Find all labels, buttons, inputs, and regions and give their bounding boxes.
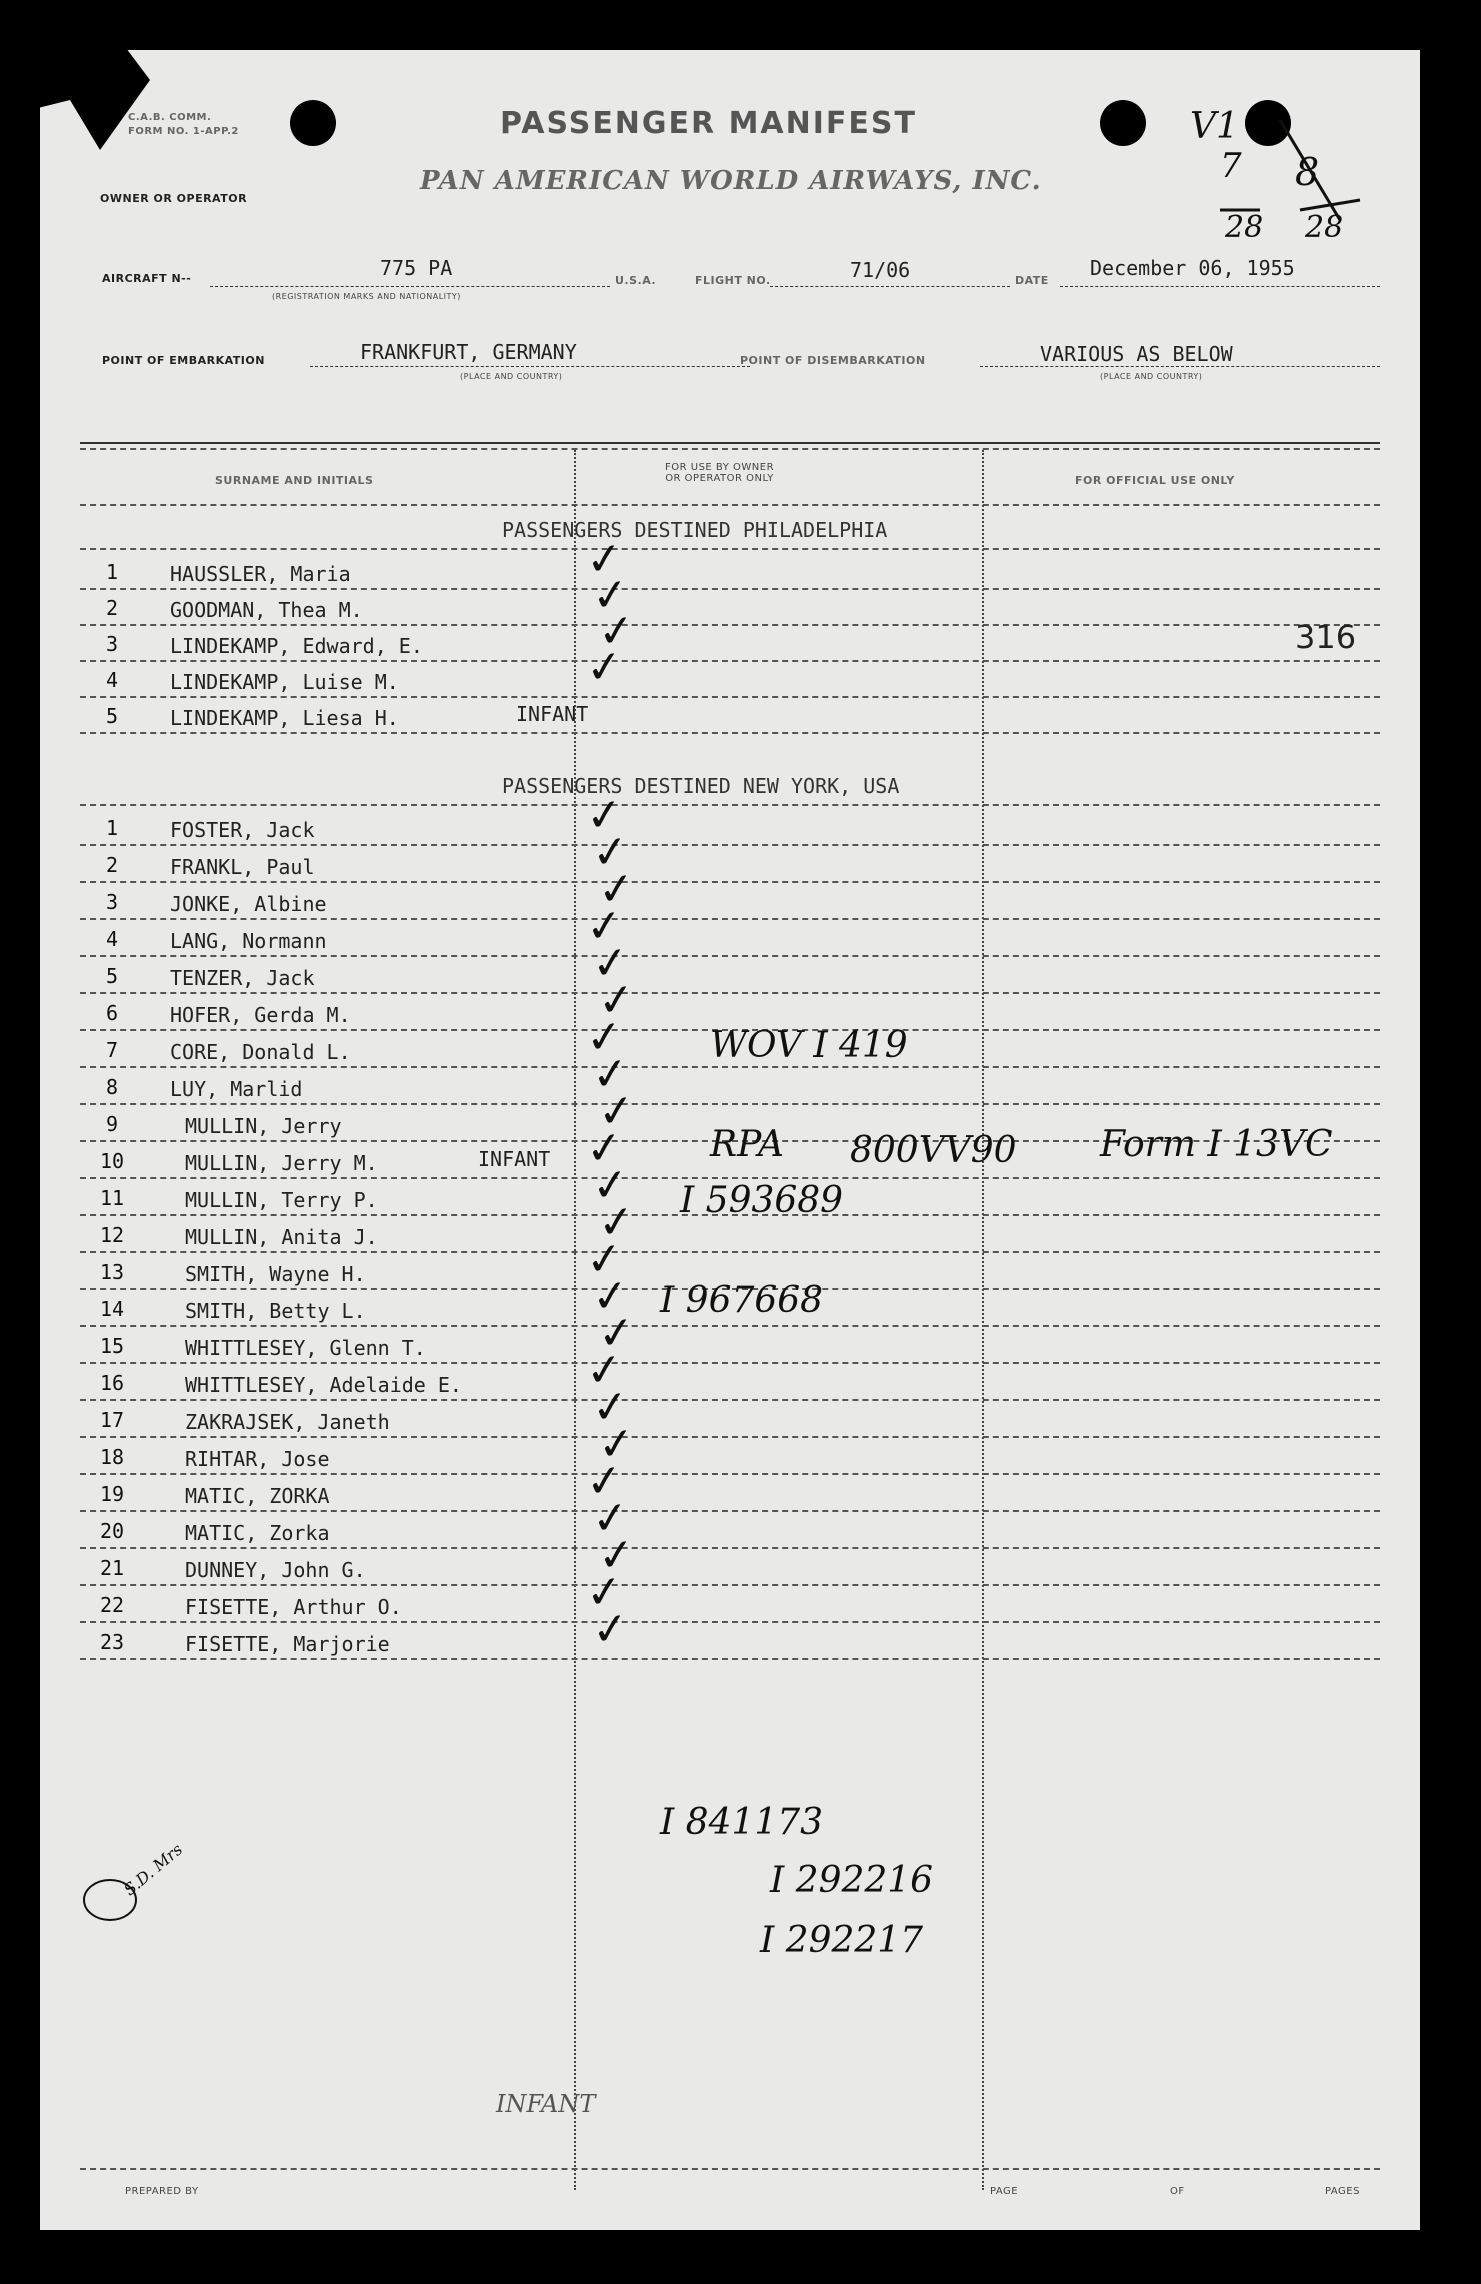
check-mark-icon: ✓ (589, 825, 632, 880)
passenger-name: JONKE, Albine (170, 892, 327, 916)
row-number: 8 (105, 1075, 119, 1099)
row-rule (80, 1547, 1380, 1549)
section-heading: PASSENGERS DESTINED NEW YORK, USA (502, 774, 900, 798)
margin-19-circle (80, 1875, 140, 1925)
row-rule (80, 1584, 1380, 1586)
col-official-header: FOR OFFICIAL USE ONLY (1075, 474, 1235, 487)
check-mark-icon: ✓ (595, 1306, 638, 1361)
check-mark-icon: ✓ (595, 1528, 638, 1583)
passenger-name: HOFER, Gerda M. (170, 1003, 351, 1027)
official-number: 316 (1295, 618, 1357, 656)
row-number: 5 (105, 704, 119, 728)
disembark-underline (980, 366, 1380, 367)
corner-mark-28a: 28 (1225, 210, 1264, 245)
row-rule (80, 1177, 1380, 1179)
row-rule (80, 1436, 1380, 1438)
col-sep-2 (982, 450, 984, 2190)
row-number: 4 (105, 668, 119, 692)
form-code-line2: FORM NO. 1-APP.2 (128, 126, 239, 137)
passenger-name: ZAKRAJSEK, Janeth (185, 1410, 390, 1434)
row-number: 22 (99, 1593, 125, 1617)
row-number: 17 (99, 1408, 125, 1432)
section-rule (80, 804, 1380, 806)
handwritten-note-jonke: WOV I 419 (710, 1025, 908, 1066)
col-surname-header: SURNAME AND INITIALS (215, 474, 374, 487)
passenger-note: INFANT (478, 1147, 551, 1171)
row-number: 2 (105, 596, 119, 620)
embark-sub: (PLACE AND COUNTRY) (460, 372, 563, 381)
passenger-name: WHITTLESEY, Adelaide E. (185, 1373, 462, 1397)
row-number: 23 (99, 1630, 125, 1654)
passenger-name: MULLIN, Jerry M. (185, 1151, 378, 1175)
check-mark-icon: ✓ (589, 1047, 632, 1102)
date-label: DATE (1015, 274, 1049, 287)
passenger-name: MATIC, ZORKA (185, 1484, 330, 1508)
passenger-name: GOODMAN, Thea M. (170, 598, 363, 622)
passenger-name: CORE, Donald L. (170, 1040, 351, 1064)
row-number: 14 (99, 1297, 125, 1321)
flight-label: FLIGHT NO. (695, 274, 771, 287)
check-mark-icon: ✓ (583, 1343, 626, 1398)
check-mark-icon: ✓ (589, 1380, 632, 1435)
flight-value: 71/06 (850, 258, 911, 282)
row-rule (80, 1399, 1380, 1401)
corner-mark-7: 7 (1220, 146, 1242, 186)
row-rule (80, 881, 1380, 883)
handwritten-note-hofer: I 593689 (680, 1180, 844, 1221)
row-rule (80, 1066, 1380, 1068)
footer-page: PAGE (990, 2186, 1019, 2197)
passenger-name: RIHTAR, Jose (185, 1447, 330, 1471)
check-mark-icon: ✓ (583, 532, 626, 587)
check-mark-icon: ✓ (595, 862, 638, 917)
passenger-note: INFANT (516, 702, 589, 726)
handwritten-note-fisette-infant: INFANT (496, 2090, 596, 2118)
row-rule (80, 1510, 1380, 1512)
company-name: PAN AMERICAN WORLD AIRWAYS, INC. (420, 166, 1042, 196)
date-underline (1060, 286, 1380, 287)
row-number: 5 (105, 964, 119, 988)
check-mark-icon: ✓ (589, 1491, 632, 1546)
row-number: 2 (105, 853, 119, 877)
row-rule (80, 588, 1380, 590)
row-number: 13 (99, 1260, 125, 1284)
check-mark-icon: ✓ (583, 1232, 626, 1287)
row-rule (80, 1658, 1380, 1660)
row-number: 1 (105, 816, 119, 840)
row-number: 11 (99, 1186, 125, 1210)
table-top-rule (80, 442, 1380, 444)
row-rule (80, 660, 1380, 662)
check-mark-icon: ✓ (583, 1565, 626, 1620)
check-mark-icon: ✓ (595, 973, 638, 1028)
check-mark-icon: ✓ (583, 1121, 626, 1176)
row-rule (80, 844, 1380, 846)
footer-of: OF (1170, 2186, 1185, 2197)
row-number: 19 (99, 1482, 125, 1506)
handwritten-note-rihtar: I 841173 (660, 1802, 824, 1843)
form-code-line1: C.A.B. COMM. (128, 112, 212, 123)
handwritten-note-matic2: I 292217 (760, 1920, 924, 1961)
row-rule (80, 1473, 1380, 1475)
row-number: 20 (99, 1519, 125, 1543)
passenger-name: WHITTLESEY, Glenn T. (185, 1336, 426, 1360)
disembark-sub: (PLACE AND COUNTRY) (1100, 372, 1203, 381)
row-rule (80, 732, 1380, 734)
row-rule (80, 955, 1380, 957)
corner-mark-8: 8 (1295, 150, 1320, 194)
check-mark-icon: ✓ (589, 1269, 632, 1324)
embark-label: POINT OF EMBARKATION (102, 354, 265, 367)
date-value: December 06, 1955 (1090, 256, 1295, 280)
passenger-name: LINDEKAMP, Edward, E. (170, 634, 423, 658)
footer-rule (80, 2168, 1380, 2170)
check-mark-icon: ✓ (583, 640, 626, 695)
section-rule (80, 548, 1380, 550)
row-rule (80, 1325, 1380, 1327)
header-bottom-rule (80, 504, 1380, 506)
embark-underline (310, 366, 750, 367)
check-mark-icon: ✓ (583, 788, 626, 843)
aircraft-label: AIRCRAFT N-- (102, 272, 192, 285)
row-number: 9 (105, 1112, 119, 1136)
row-rule (80, 1362, 1380, 1364)
passenger-name: LANG, Normann (170, 929, 327, 953)
check-mark-icon: ✓ (583, 1010, 626, 1065)
check-mark-icon: ✓ (595, 1084, 638, 1139)
footer-prepared: PREPARED BY (125, 2186, 199, 2197)
row-number: 4 (105, 927, 119, 951)
passenger-name: HAUSSLER, Maria (170, 562, 351, 586)
corner-mark-28b: 28 (1305, 210, 1344, 245)
owner-label: OWNER OR OPERATOR (100, 192, 248, 205)
table-top-rule-2 (80, 448, 1380, 450)
passenger-name: LUY, Marlid (170, 1077, 303, 1101)
section-heading: PASSENGERS DESTINED PHILADELPHIA (502, 518, 888, 542)
page-title: PASSENGER MANIFEST (500, 106, 917, 141)
check-mark-icon: ✓ (595, 1195, 638, 1250)
disembark-value: VARIOUS AS BELOW (1040, 342, 1233, 366)
row-number: 21 (99, 1556, 125, 1580)
row-rule (80, 1621, 1380, 1623)
passenger-name: TENZER, Jack (170, 966, 315, 990)
passenger-name: SMITH, Wayne H. (185, 1262, 366, 1286)
passenger-name: LINDEKAMP, Luise M. (170, 670, 399, 694)
row-number: 3 (105, 632, 119, 656)
passenger-name: FISETTE, Marjorie (185, 1632, 390, 1656)
passenger-name: MATIC, Zorka (185, 1521, 330, 1545)
passenger-name: FRANKL, Paul (170, 855, 315, 879)
row-number: 15 (99, 1334, 125, 1358)
handwritten-note-tenzer-b: 800VV90 (850, 1130, 1017, 1171)
row-rule (80, 918, 1380, 920)
col-owner-header: FOR USE BY OWNER OR OPERATOR ONLY (665, 462, 775, 484)
row-rule (80, 1103, 1380, 1105)
torn-corner (40, 50, 160, 160)
disembark-label: POINT OF DISEMBARKATION (740, 354, 926, 367)
manifest-page (40, 50, 1420, 2230)
check-mark-icon: ✓ (583, 899, 626, 954)
check-mark-icon: ✓ (589, 1158, 632, 1213)
passenger-name: MULLIN, Terry P. (185, 1188, 378, 1212)
row-number: 3 (105, 890, 119, 914)
aircraft-sub: (REGISTRATION MARKS AND NATIONALITY) (272, 292, 461, 301)
corner-mark-lines (1190, 110, 1370, 260)
punch-hole-right (1100, 100, 1146, 146)
check-mark-icon: ✓ (589, 936, 632, 991)
row-rule (80, 1251, 1380, 1253)
passenger-name: FOSTER, Jack (170, 818, 315, 842)
handwritten-note-luy: I 967668 (660, 1280, 824, 1321)
row-rule (80, 696, 1380, 698)
passenger-name: FISETTE, Arthur O. (185, 1595, 402, 1619)
aircraft-underline (210, 286, 610, 287)
usa-label: U.S.A. (615, 274, 657, 287)
check-mark-icon: ✓ (583, 1454, 626, 1509)
handwritten-note-tenzer-c: Form I 13VC (1100, 1124, 1333, 1165)
row-number: 18 (99, 1445, 125, 1469)
embark-value: FRANKFURT, GERMANY (360, 340, 577, 364)
check-mark-icon: ✓ (595, 1417, 638, 1472)
row-number: 6 (105, 1001, 119, 1025)
footer-pages: PAGES (1325, 2186, 1360, 2197)
aircraft-value: 775 PA (380, 256, 453, 280)
row-number: 7 (105, 1038, 119, 1062)
passenger-name: MULLIN, Jerry (185, 1114, 342, 1138)
handwritten-note-tenzer-a: RPA (710, 1124, 785, 1165)
row-number: 1 (105, 560, 119, 584)
check-mark-icon: ✓ (595, 604, 638, 659)
passenger-name: DUNNEY, John G. (185, 1558, 366, 1582)
handwritten-note-matic1: I 292216 (770, 1860, 934, 1901)
row-number: 16 (99, 1371, 125, 1395)
row-number: 10 (99, 1149, 125, 1173)
check-mark-icon: ✓ (589, 568, 632, 623)
row-number: 12 (99, 1223, 125, 1247)
passenger-name: MULLIN, Anita J. (185, 1225, 378, 1249)
corner-mark-v1: V1 (1190, 106, 1239, 147)
passenger-name: SMITH, Betty L. (185, 1299, 366, 1323)
punch-hole-left (290, 100, 336, 146)
flight-underline (770, 286, 1010, 287)
passenger-name: LINDEKAMP, Liesa H. (170, 706, 399, 730)
row-rule (80, 624, 1380, 626)
check-mark-icon: ✓ (589, 1602, 632, 1657)
handwritten-margin-19: S.D. Mrs (120, 1839, 187, 1900)
row-rule (80, 992, 1380, 994)
